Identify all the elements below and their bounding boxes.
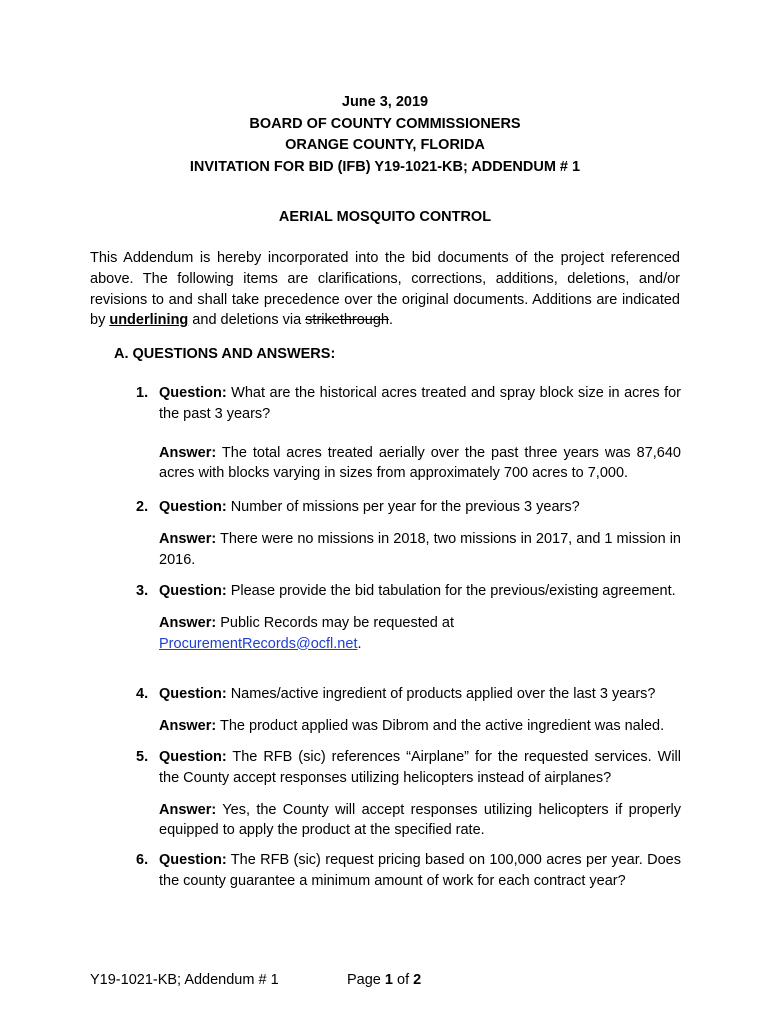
answer-body: The product applied was Dibrom and the active ingredient was naled. bbox=[216, 717, 665, 734]
question-label: Question: bbox=[159, 852, 227, 868]
question-body: Please provide the bid tabulation for the previous/existing agreement. bbox=[226, 583, 676, 599]
item-number: 5. bbox=[136, 749, 149, 765]
question-text bbox=[159, 684, 681, 705]
answer-body: There were no missions in 2018, two missions in 2017, and 1 mission in 2016. bbox=[159, 530, 681, 568]
intro-text-middle: and deletions via bbox=[188, 312, 306, 329]
item-number: 2. bbox=[136, 499, 149, 515]
page-number bbox=[347, 970, 421, 990]
question-label: Question: bbox=[159, 686, 227, 702]
qa-item-1 bbox=[136, 383, 681, 484]
question-text bbox=[159, 850, 681, 892]
header-board: BOARD OF COUNTY COMMISSIONERS bbox=[249, 115, 521, 132]
page-word: Page bbox=[347, 972, 385, 988]
answer-text bbox=[159, 529, 681, 571]
question-body: What are the historical acres treated and spray block size in acres for the past 3 years? bbox=[159, 385, 681, 422]
question-body: The RFB (sic) request pricing based on 100,000 acres per year. Does the county guarantee a minimum amount of work for each contract year? bbox=[159, 852, 681, 889]
answer-body: Public Records may be requested at bbox=[216, 614, 454, 631]
question-text bbox=[159, 497, 681, 518]
question-label: Question: bbox=[159, 749, 227, 765]
intro-text-after: . bbox=[389, 312, 394, 329]
qa-item-3 bbox=[136, 581, 681, 654]
answer-label: Answer: bbox=[159, 717, 217, 734]
question-label: Question: bbox=[159, 583, 227, 599]
question-body: Names/active ingredient of products applied over the last 3 years? bbox=[226, 686, 656, 702]
intro-text-before: This Addendum is hereby incorporated into the bid documents of the project referenced above. The following items are clarifications, corrections, additions, deletions, and/or revisions to and shall take precedence over the original documents. Additions are indicated by bbox=[90, 250, 680, 329]
section-heading: A. QUESTIONS AND ANSWERS: bbox=[114, 346, 336, 362]
intro-paragraph bbox=[90, 248, 680, 331]
answer-text bbox=[159, 800, 681, 842]
question-label: Question: bbox=[159, 385, 227, 401]
qa-item-6 bbox=[136, 850, 681, 892]
qa-item-2 bbox=[136, 497, 681, 570]
answer-body: The total acres treated aerially over the past three years was 87,640 acres with blocks varying in sizes from approximately 700 acres to 7,000. bbox=[159, 444, 681, 482]
answer-label: Answer: bbox=[159, 801, 217, 818]
header-county: ORANGE COUNTY, FLORIDA bbox=[285, 137, 485, 153]
answer-text bbox=[159, 443, 681, 485]
intro-underline-word: underlining bbox=[109, 312, 189, 329]
item-number: 4. bbox=[136, 686, 149, 702]
answer-label: Answer: bbox=[159, 444, 217, 461]
question-body: The RFB (sic) references “Airplane” for the requested services. Will the County accept responses utilizing helicopters instead of airplanes? bbox=[159, 749, 681, 786]
page-title: AERIAL MOSQUITO CONTROL bbox=[278, 209, 492, 225]
answer-label: Answer: bbox=[159, 530, 217, 547]
header-invitation: INVITATION FOR BID (IFB) Y19-1021-KB; ADDENDUM # 1 bbox=[189, 158, 581, 175]
question-text bbox=[159, 383, 681, 425]
answer-label: Answer: bbox=[159, 614, 217, 631]
qa-item-5 bbox=[136, 747, 681, 841]
question-label: Question: bbox=[159, 499, 227, 515]
answer-body: Yes, the County will accept responses utilizing helicopters if properly equipped to apply the product at the specified rate. bbox=[159, 801, 681, 839]
answer-text bbox=[159, 613, 681, 655]
item-number: 1. bbox=[136, 385, 149, 401]
page-of: of bbox=[392, 972, 414, 988]
question-text bbox=[159, 747, 681, 789]
qa-item-4 bbox=[136, 684, 681, 737]
question-text bbox=[159, 581, 681, 602]
answer-text bbox=[159, 716, 681, 737]
question-body: Number of missions per year for the previous 3 years? bbox=[226, 499, 580, 515]
document-header bbox=[0, 92, 770, 178]
footer-doc-ref: Y19-1021-KB; Addendum # 1 bbox=[90, 972, 279, 988]
page-total: 2 bbox=[413, 972, 422, 988]
procurement-email-link[interactable]: ProcurementRecords@ocfl.net bbox=[159, 635, 358, 652]
intro-strike-word: strikethrough bbox=[305, 312, 389, 329]
answer-after: . bbox=[357, 635, 362, 652]
header-date: June 3, 2019 bbox=[341, 94, 429, 110]
page-current: 1 bbox=[384, 972, 393, 988]
item-number: 6. bbox=[136, 852, 149, 868]
item-number: 3. bbox=[136, 583, 149, 599]
